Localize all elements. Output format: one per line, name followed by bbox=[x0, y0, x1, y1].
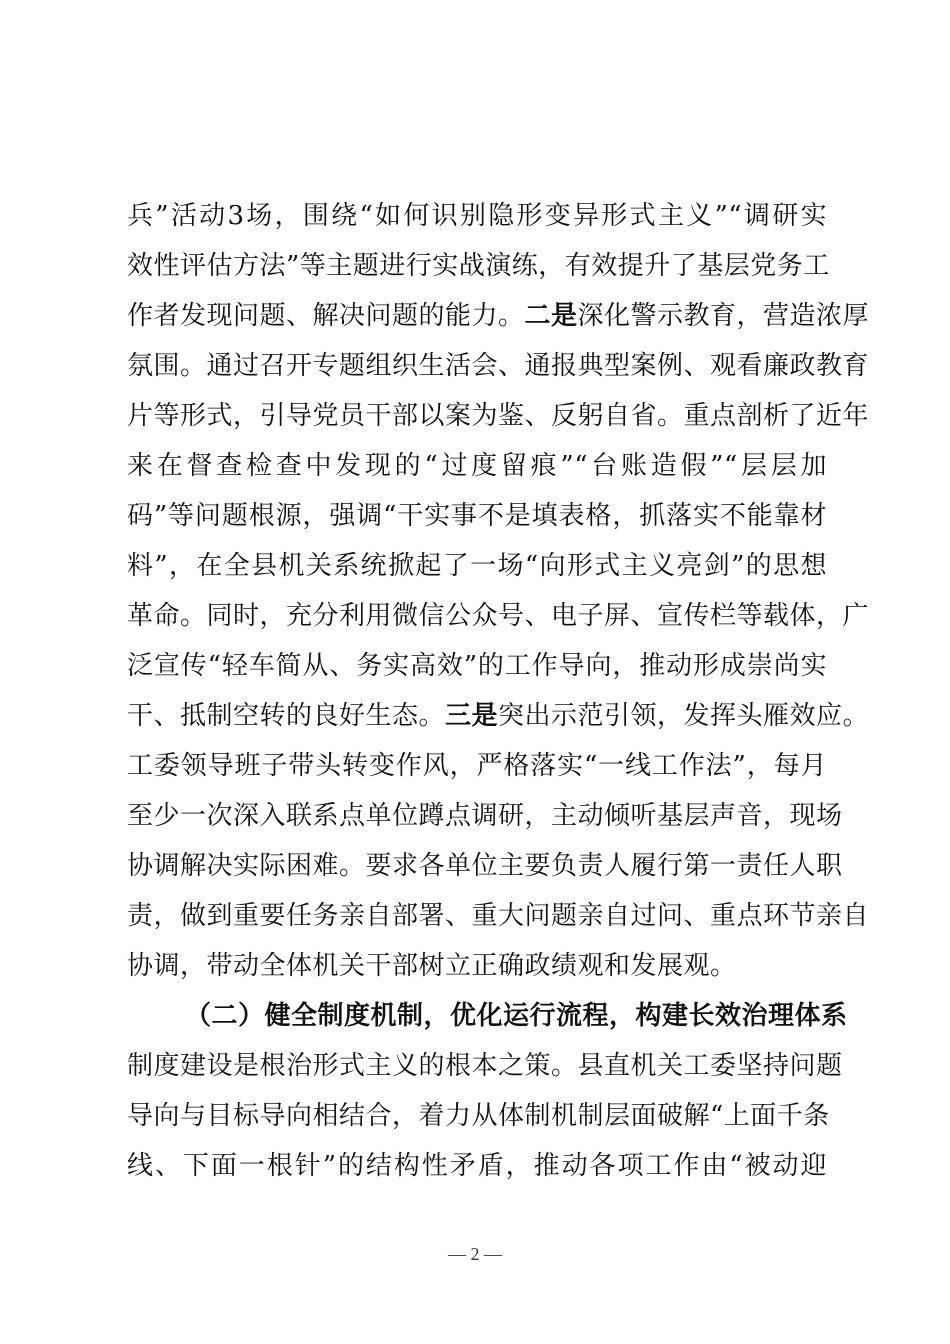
text-segment: 效性评估方法”等主题进行实战演练，有效提升了基层党务工 bbox=[127, 251, 830, 281]
enumeration-label-second: 二是 bbox=[524, 301, 578, 331]
text-line bbox=[127, 291, 870, 341]
text-segment: 深化警示教育，营造浓厚 bbox=[577, 301, 870, 331]
text-line bbox=[127, 491, 827, 541]
text-line bbox=[127, 941, 827, 991]
text-segment: 作者发现问题、解决问题的能力。 bbox=[127, 301, 525, 331]
text-segment: 协调解决实际困难。要求各单位主要负责人履行第一责任人职 bbox=[127, 851, 843, 881]
text-segment: 导向与目标导向相结合，着力从体制机制层面破解“上面千条 bbox=[127, 1101, 830, 1131]
text-line bbox=[127, 391, 870, 441]
text-line bbox=[127, 891, 870, 941]
text-segment: 工委领导班子带头转变作风，严格落实“一线工作法”，每月 bbox=[127, 751, 827, 781]
text-segment: 革命。同时，充分利用微信公众号、电子屏、宣传栏等载体，广 bbox=[127, 601, 870, 631]
text-line bbox=[127, 741, 827, 791]
page-number: — 2 — bbox=[448, 1244, 502, 1264]
text-line bbox=[127, 441, 827, 491]
text-line bbox=[127, 691, 870, 741]
text-segment: 制度建设是根治形式主义的根本之策。县直机关工委坚持问题 bbox=[127, 1051, 843, 1081]
document-body bbox=[127, 191, 870, 1191]
text-segment: 责，做到重要任务亲自部署、重大问题亲自过问、重点环节亲自 bbox=[127, 901, 870, 931]
text-segment: 兵”活动3场，围绕“如何识别隐形变异形式主义”“调研实 bbox=[127, 201, 827, 231]
enumeration-label-third: 三是 bbox=[445, 701, 499, 731]
text-line bbox=[127, 591, 870, 641]
text-segment: 协调，带动全体机关干部树立正确政绩观和发展观。 bbox=[127, 951, 737, 981]
text-segment: 至少一次深入联系点单位蹲点调研，主动倾听基层声音，现场 bbox=[127, 801, 843, 831]
text-line bbox=[127, 641, 827, 691]
text-line bbox=[127, 191, 827, 241]
text-segment: 线、下面一根针”的结构性矛盾，推动各项工作由“被动迎 bbox=[127, 1151, 827, 1181]
section-heading: （二）健全制度机制，优化运行流程，构建长效治理体系 bbox=[185, 1001, 848, 1031]
text-segment: 突出示范引领，发挥头雁效应。 bbox=[498, 701, 870, 731]
text-segment: 来在督查检查中发现的“过度留痕”“台账造假”“层层加 bbox=[127, 451, 827, 481]
text-line bbox=[127, 1141, 827, 1191]
text-segment: 干、抵制空转的良好生态。 bbox=[127, 701, 446, 731]
text-segment: 片等形式，引导党员干部以案为鉴、反躬自省。重点剖析了近年 bbox=[127, 401, 870, 431]
text-segment: 氛围。通过召开专题组织生活会、通报典型案例、观看廉政教育 bbox=[127, 351, 870, 381]
text-line bbox=[127, 1041, 843, 1091]
text-line bbox=[127, 1091, 830, 1141]
text-line bbox=[127, 341, 870, 391]
text-segment: 料”，在全县机关系统掀起了一场“向形式主义亮剑”的思想 bbox=[127, 551, 827, 581]
text-line bbox=[127, 541, 827, 591]
text-line bbox=[127, 791, 843, 841]
text-segment: 泛宣传“轻车简从、务实高效”的工作导向，推动形成崇尚实 bbox=[127, 651, 827, 681]
text-line bbox=[127, 241, 830, 291]
text-segment: 码”等问题根源，强调“干实事不是填表格，抓落实不能靠材 bbox=[127, 501, 827, 531]
text-line bbox=[127, 841, 843, 891]
